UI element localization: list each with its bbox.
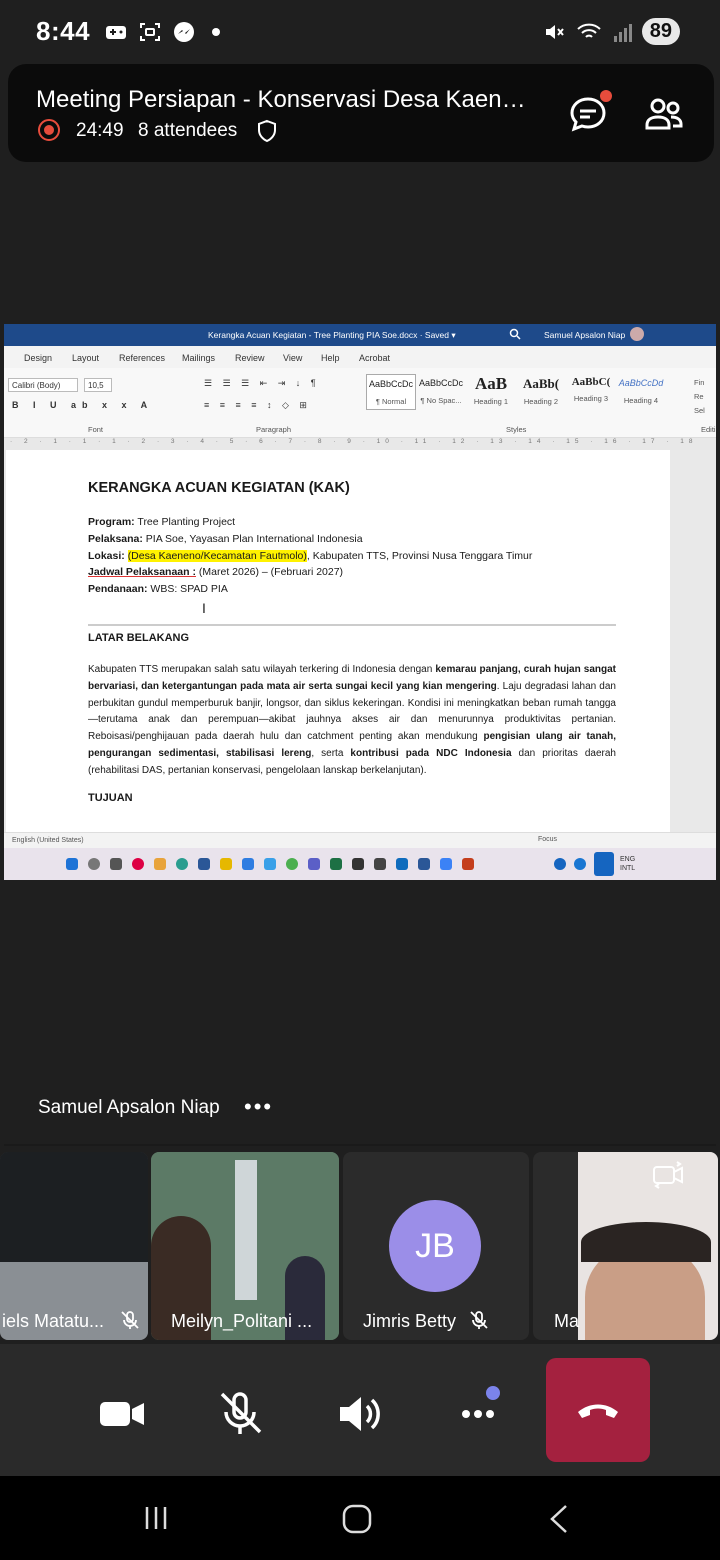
word-status-bar: [4, 832, 716, 848]
notification-icons: [104, 20, 220, 44]
mic-off-icon: [210, 1384, 270, 1444]
mute-icon: [542, 20, 566, 44]
font-size-field: 10,5: [84, 378, 112, 392]
meeting-timer: 24:49: [76, 120, 124, 141]
battery-level: 89: [642, 18, 680, 45]
participant-name: iels Matatu...: [2, 1311, 105, 1331]
section-latar-belakang: LATAR BELAKANG: [88, 631, 190, 644]
participant-tile[interactable]: [343, 1152, 529, 1340]
hair: [581, 1222, 711, 1262]
group-editing-label: Editi: [701, 425, 716, 434]
app-icon: [242, 858, 254, 870]
participant-name: Ma: [554, 1311, 580, 1331]
document-area: [4, 450, 716, 832]
switch-camera-icon[interactable]: [651, 1158, 685, 1192]
speaker-button[interactable]: [330, 1384, 390, 1444]
document-heading: KERANGKA ACUAN KEGIATAN (KAK): [88, 480, 350, 496]
ruler: · 2 · 1 · 1 · 1 · 2 · 3 · 4 · 5 · 6 · 7 · 8 · 9 · 10 · 11 · 12 · 13 · 14 · 15 · 16 · 17 · 18: [4, 438, 716, 450]
style-no-spacing: AaBbCcDc ¶ No Spac...: [418, 378, 463, 405]
notification-dot: [486, 1386, 500, 1400]
line-lokasi: Lokasi: (Desa Kaeneno/Kecamatan Fautmolo), Kabupaten TTS, Provinsi Nusa Tenggara Timur: [88, 549, 533, 562]
shared-screen: [4, 324, 716, 880]
stage-divider: [4, 1144, 716, 1146]
document-title: Kerangka Acuan Kegiatan - Tree Planting PIA Soe.docx · Saved ▾: [208, 330, 456, 340]
hang-up-icon: [576, 1396, 620, 1424]
flag: [235, 1160, 257, 1300]
line-pelaksana: Pelaksana: PIA Soe, Yayasan Plan International Indonesia: [88, 532, 363, 545]
app-icon: [352, 858, 364, 870]
app-icon: [220, 858, 232, 870]
android-nav-bar: [0, 1476, 720, 1560]
ribbon: [4, 368, 716, 438]
line-jadwal: Jadwal Pelaksanaan : (Maret 2026) – (Februari 2027): [88, 566, 344, 579]
status-bar: [0, 0, 720, 64]
tab-help: Help: [321, 353, 340, 363]
focus-mode: Focus: [538, 836, 558, 843]
presenter-more-button[interactable]: •••: [244, 1094, 274, 1119]
onedrive-icon: [574, 858, 586, 870]
recent-apps-icon[interactable]: [142, 1504, 170, 1532]
tab-view: View: [283, 353, 303, 363]
unread-badge: [600, 90, 612, 102]
microphone-button[interactable]: [210, 1384, 270, 1444]
keyboard-language: ENG INTL: [620, 856, 636, 872]
mic-off-icon: [469, 1310, 489, 1330]
shield-icon[interactable]: [256, 119, 278, 143]
tray-icon: [554, 858, 566, 870]
word-icon: [198, 858, 210, 870]
font-family-field: Calibri (Body): [8, 378, 78, 392]
search-icon: [509, 328, 521, 340]
gamepad-icon: [104, 20, 128, 44]
camera-button[interactable]: [92, 1384, 152, 1444]
divider: [88, 624, 616, 626]
line-pendanaan: Pendanaan: WBS: SPAD PIA: [88, 583, 228, 596]
mic-off-icon: [120, 1310, 140, 1330]
group-paragraph-label: Paragraph: [256, 425, 292, 434]
editing-group: Fin Re Sel: [694, 378, 705, 415]
section-tujuan: TUJUAN: [88, 791, 133, 804]
more-notifications-dot: [212, 28, 220, 36]
style-heading-3: AaBbC( Heading 3: [571, 376, 611, 403]
folder-icon: [154, 858, 166, 870]
tab-acrobat: Acrobat: [359, 353, 391, 363]
participants-button[interactable]: [644, 94, 684, 134]
tab-design: Design: [24, 353, 53, 363]
paragraph-buttons: ☰ ☰ ☰ ⇤ ⇥ ↓ ¶: [204, 378, 320, 388]
avatar: JB: [389, 1200, 481, 1292]
windows-taskbar: [4, 848, 716, 880]
status-time: 8:44: [36, 16, 91, 46]
tab-review: Review: [235, 353, 265, 363]
home-icon[interactable]: [342, 1504, 372, 1534]
video-feed: [0, 1152, 148, 1262]
style-heading-1: AaB Heading 1: [473, 374, 509, 406]
todo-icon: [264, 858, 276, 870]
chrome-icon: [286, 858, 298, 870]
chat-button[interactable]: [568, 94, 608, 134]
participant-name: Jimris Betty: [363, 1311, 457, 1331]
app-icon: [374, 858, 386, 870]
language-status: English (United States): [12, 837, 84, 844]
attendee-count: 8 attendees: [138, 120, 238, 141]
taskview-icon: [110, 858, 122, 870]
teams-icon: [308, 858, 320, 870]
edge-icon: [176, 858, 188, 870]
participant-tile[interactable]: [0, 1152, 148, 1340]
alignment-buttons: ≡ ≡ ≡ ≡ ↕ ◇ ⊞: [204, 400, 311, 410]
speaker-icon: [330, 1384, 390, 1444]
avatar: [630, 327, 644, 341]
signal-icon: [612, 20, 632, 44]
document-content: [88, 480, 616, 804]
messenger-icon: [172, 20, 196, 44]
meeting-title[interactable]: Meeting Persiapan - Konservasi Desa Kaen…: [36, 86, 526, 113]
excel-icon: [330, 858, 342, 870]
presenter-name: Samuel Apsalon Niap: [38, 1097, 220, 1118]
style-heading-2: AaBb( Heading 2: [522, 376, 560, 406]
group-font-label: Font: [88, 425, 104, 434]
font-format-buttons: B I U ab x x A: [12, 400, 154, 410]
outlook-icon: [396, 858, 408, 870]
app-icon: [132, 858, 144, 870]
paragraph-latar-belakang: Kabupaten TTS merupakan salah satu wilayah terkering di Indonesia dengan kemarau panjang, curah hujan sangat bervariasi, dan ketergantungan pada mata air serta sungai kecil yang kian mengering. Laju degradasi lahan dan perbukitan gundul memperburuk banjir, longsor, dan siklus kekeringan. Kondisi ini meningkatkan beban rumah tangga—terutama anak dan perempuan—akibat jauhnya akses air dan menurunnya produktivitas pertanian. Reboisasi/penghijauan pada daerah hulu dan catchment penting akan mendukung pengisian ulang air tanah, pengurangan sedimentasi, stabilisasi lereng, serta kontribusi pada NDC Indonesia dan prioritas daerah (rehabilitasi DAS, pertanian konservasi, pengelolaan lanskap berkelanjutan).: [88, 663, 616, 776]
powerpoint-icon: [462, 858, 474, 870]
style-heading-4: AaBbCcDd Heading 4: [618, 378, 664, 405]
back-icon[interactable]: [548, 1504, 570, 1534]
tab-mailings: Mailings: [182, 353, 216, 363]
ribbon-tabs: [4, 346, 716, 368]
more-options-button[interactable]: [448, 1384, 508, 1444]
people-icon: [644, 94, 684, 134]
meeting-header: [8, 64, 714, 162]
app-icon: [440, 858, 452, 870]
participant-tile[interactable]: [533, 1152, 718, 1340]
tab-layout: Layout: [72, 353, 100, 363]
word-user: Samuel Apsalon Niap: [544, 330, 626, 340]
wifi-icon: [576, 20, 602, 44]
document-page: [6, 450, 670, 832]
leave-call-button[interactable]: [546, 1358, 650, 1462]
participant-name: Meilyn_Politani ...: [171, 1311, 313, 1331]
microphone-icon: [594, 852, 614, 876]
recording-icon: [38, 119, 60, 141]
system-icons: [542, 18, 680, 45]
group-styles-label: Styles: [506, 425, 527, 434]
start-icon: [66, 858, 78, 870]
search-icon: [88, 858, 100, 870]
tab-references: References: [119, 353, 166, 363]
line-program: Program: Tree Planting Project: [88, 516, 236, 528]
video-camera-icon: [92, 1384, 152, 1444]
screenshot-icon: [138, 20, 162, 44]
word-titlebar: [4, 324, 716, 346]
call-controls: [0, 1344, 720, 1476]
participant-tile[interactable]: [151, 1152, 339, 1340]
style-normal: AaBbCcDc ¶ Normal: [366, 374, 416, 410]
word-icon: [418, 858, 430, 870]
text-cursor-icon: I: [202, 600, 206, 616]
